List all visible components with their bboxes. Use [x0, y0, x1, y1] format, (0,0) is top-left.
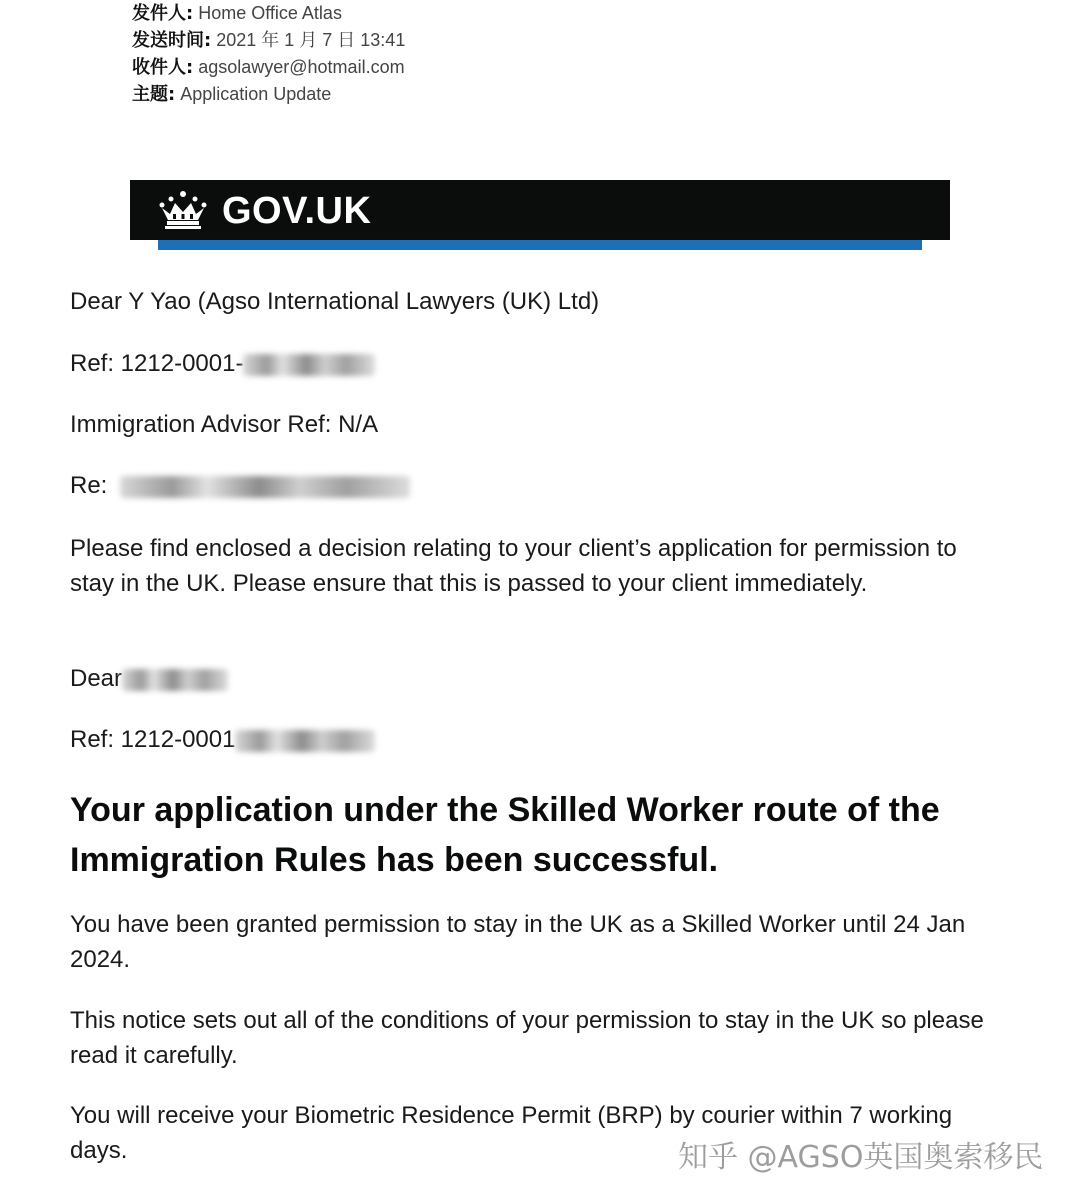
- email-sent-row: [132, 27, 405, 54]
- email-subject-value: Application Update: [180, 84, 332, 104]
- reference-text-2: Ref: 1212-0001: [70, 726, 236, 753]
- greeting-client-line: [70, 662, 228, 696]
- decision-headline: Your application under the Skilled Worker route of the Immigration Rules has been successful.: [70, 791, 940, 879]
- email-header: [132, 0, 405, 108]
- redacted-reference-1: [243, 354, 375, 376]
- brp-paragraph: You will receive your Biometric Residence Permit (BRP) by courier within 7 working days.: [70, 1102, 953, 1164]
- re-line: [70, 469, 410, 503]
- re-label: Re:: [70, 472, 108, 499]
- enclosed-decision-paragraph: Please find enclosed a decision relating to your client’s application for permission to stay in the UK. Please ensure that this is passed to your client immediately.: [70, 535, 957, 597]
- email-from-row: [132, 0, 405, 27]
- govuk-header-accent-bar: [158, 240, 922, 250]
- email-subject-label: 主题:: [132, 84, 176, 105]
- zhihu-watermark: 知乎 @AGSO英国奥索移民: [678, 1140, 1044, 1175]
- redacted-reference-2: [235, 730, 375, 752]
- greeting-recipient: Dear Y Yao (Agso International Lawyers (UK) Ltd): [70, 288, 600, 315]
- email-from-value: Home Office Atlas: [198, 3, 342, 23]
- email-sent-label: 发送时间:: [132, 30, 212, 51]
- email-sent-value: 2021 年 1 月 7 日 13:41: [216, 30, 406, 50]
- govuk-logo-text[interactable]: GOV.UK: [222, 190, 372, 232]
- email-to-row: [132, 54, 405, 81]
- greeting-client-label: Dear: [70, 665, 123, 692]
- email-from-label: 发件人:: [132, 3, 194, 24]
- granted-paragraph: You have been granted permission to stay in the UK as a Skilled Worker until 24 Jan 2024.: [70, 911, 966, 973]
- redacted-re-subject: [120, 476, 410, 498]
- conditions-paragraph: This notice sets out all of the conditions of your permission to stay in the UK so please read it carefully.: [70, 1007, 984, 1069]
- reference-text-1: Ref: 1212-0001-: [70, 350, 244, 377]
- reference-line-2: [70, 723, 375, 757]
- email-subject-row: [132, 81, 405, 108]
- advisor-reference: Immigration Advisor Ref: N/A: [70, 411, 379, 438]
- crown-icon: [158, 190, 208, 230]
- email-to-label: 收件人:: [132, 57, 194, 78]
- email-to-value[interactable]: agsolawyer@hotmail.com: [198, 57, 405, 77]
- redacted-client-name: [122, 669, 228, 691]
- reference-line-1: [70, 347, 375, 381]
